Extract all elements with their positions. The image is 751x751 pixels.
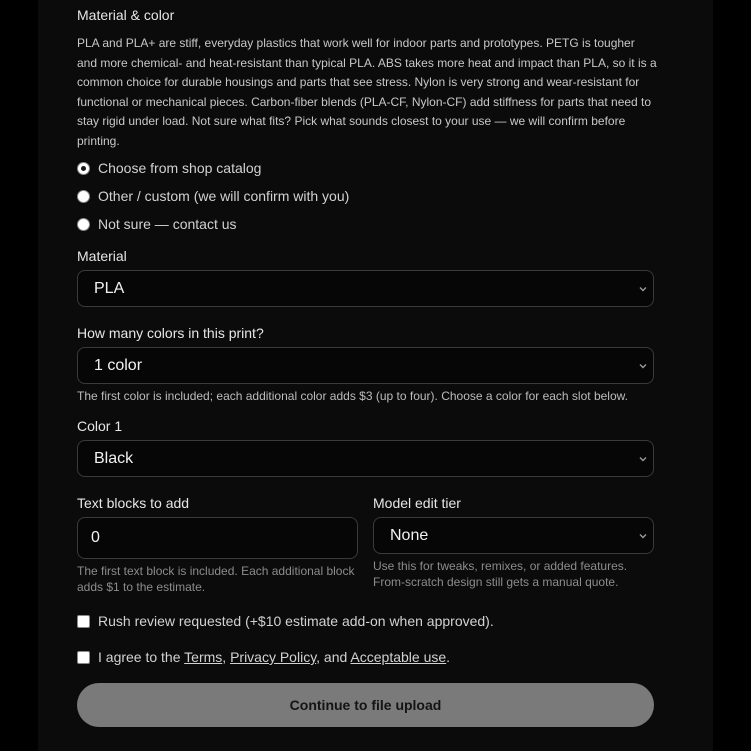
model-edit-select[interactable] xyxy=(373,517,654,554)
rush-review-checkbox[interactable] xyxy=(77,615,90,628)
color1-value: Black xyxy=(94,449,134,467)
material-select[interactable] xyxy=(77,270,654,307)
radio-button[interactable] xyxy=(77,190,90,203)
material-label: Material xyxy=(77,248,127,264)
radio-shop-catalog[interactable] xyxy=(77,158,261,178)
chevron-down-icon xyxy=(638,361,648,371)
colors-count-select[interactable] xyxy=(77,347,654,384)
colors-count-hint: The first color is included; each additional color adds $3 (up to four). Choose a color for each slot below. xyxy=(77,389,628,403)
material-select-value: PLA xyxy=(94,279,125,297)
text-blocks-input[interactable] xyxy=(77,517,358,559)
radio-label: Other / custom (we will confirm with you) xyxy=(98,188,350,204)
form-panel xyxy=(38,0,713,751)
text-blocks-hint: The first text block is included. Each additional block adds $1 to the estimate. xyxy=(77,564,355,594)
acceptable-use-link[interactable]: Acceptable use xyxy=(350,649,447,665)
text-blocks-value: 0 xyxy=(91,529,100,546)
chevron-down-icon xyxy=(638,454,648,464)
colors-count-label: How many colors in this print? xyxy=(77,325,264,341)
model-edit-hint: Use this for tweaks, remixes, or added features. From-scratch design still gets a manual quote. xyxy=(373,559,628,589)
terms-link[interactable]: Terms xyxy=(184,649,223,665)
rush-review-label: Rush review requested (+$10 estimate add-on when approved). xyxy=(98,613,494,629)
privacy-policy-link[interactable]: Privacy Policy xyxy=(230,649,317,665)
radio-not-sure[interactable] xyxy=(77,214,237,234)
agreement-label: I agree to the Terms, Privacy Policy, and Acceptable use. xyxy=(98,649,451,665)
model-edit-value: None xyxy=(390,526,429,544)
model-edit-label: Model edit tier xyxy=(373,495,461,511)
radio-label: Not sure — contact us xyxy=(98,216,237,232)
material-description: PLA and PLA+ are stiff, everyday plastics that work well for indoor parts and prototypes. PETG is tougher and more chemical- and heat-resistant than typical PLA. ABS takes more heat and impact than PLA, so it is a common choice for durable housings and parts that see stress. Nylon is very strong and wear-resistant for functional or mechanical pieces. Carbon-fiber blends (PLA-CF, Nylon-CF) add stiffness for parts that need to stay rigid under load. Not sure what fits? Pick what sounds closest to your use — we will confirm before printing. xyxy=(77,36,657,148)
agreement-row xyxy=(77,647,450,667)
radio-other-custom[interactable] xyxy=(77,186,349,206)
section-title: Material & color xyxy=(77,7,175,23)
continue-to-file-upload-button[interactable]: Continue to file upload xyxy=(77,683,654,727)
colors-count-value: 1 color xyxy=(94,356,143,374)
radio-label: Choose from shop catalog xyxy=(98,160,262,176)
chevron-down-icon xyxy=(638,284,648,294)
radio-button-checked[interactable] xyxy=(77,162,90,175)
rush-review-row[interactable] xyxy=(77,611,494,631)
text-blocks-label: Text blocks to add xyxy=(77,495,190,511)
color1-label: Color 1 xyxy=(77,418,123,434)
chevron-down-icon xyxy=(638,531,648,541)
color1-select[interactable] xyxy=(77,440,654,477)
radio-button[interactable] xyxy=(77,218,90,231)
agreement-checkbox[interactable] xyxy=(77,651,90,664)
